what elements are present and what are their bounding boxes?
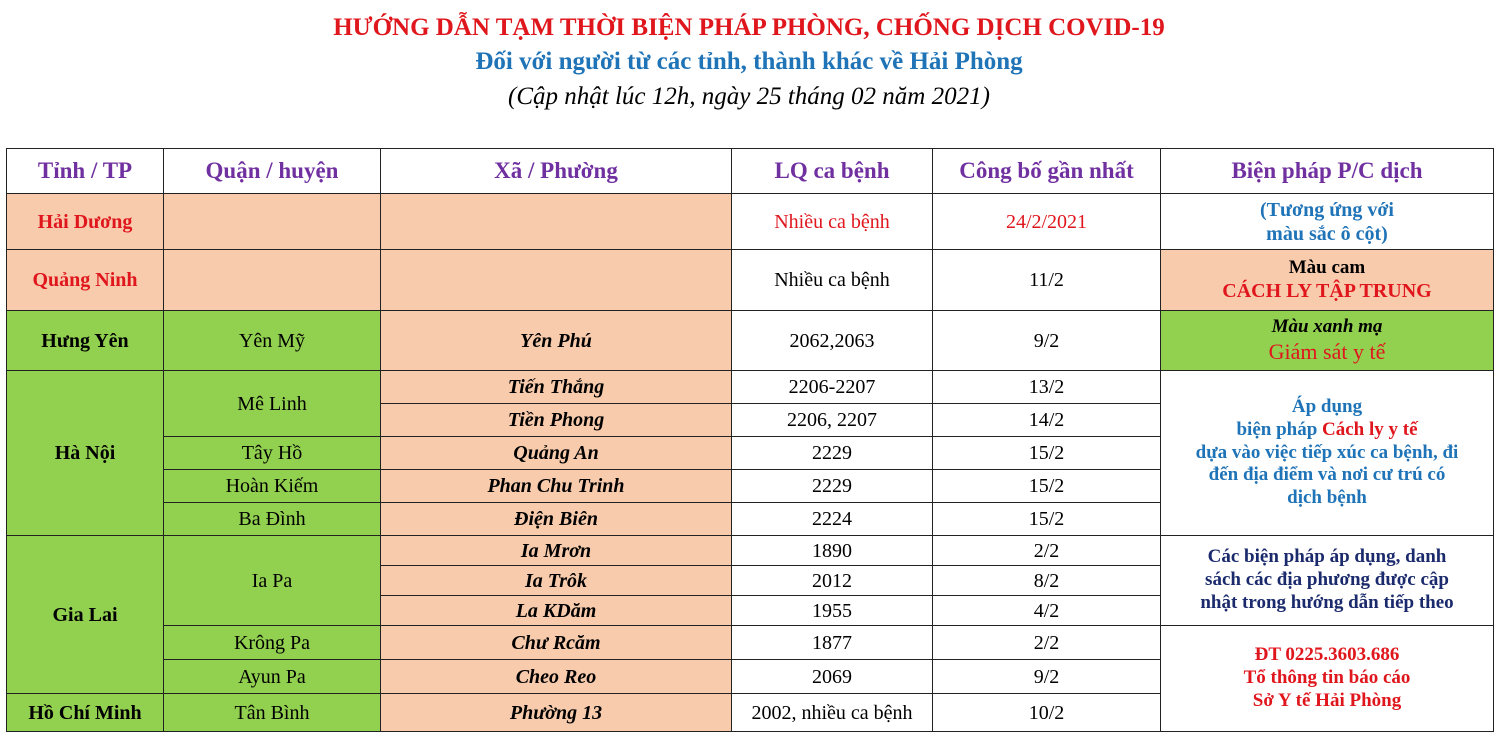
page-title: HƯỚNG DẪN TẠM THỜI BIỆN PHÁP PHÒNG, CHỐNG DỊCH COVID-19 (333, 14, 1165, 41)
case-cell: 2062,2063 (732, 311, 933, 371)
date-cell: 9/2 (933, 311, 1161, 371)
district-cell (164, 250, 381, 311)
province-cell: Hưng Yên (7, 311, 164, 371)
table-header-row (7, 149, 1494, 194)
province-cell: Hải Dương (7, 194, 164, 250)
contact-department: Sở Y tế Hải Phòng (1252, 689, 1402, 711)
col-measure-header: Biện pháp P/C dịch (1161, 149, 1494, 194)
measure-legend-line: màu sắc ô cột) (1266, 222, 1388, 245)
case-cell: 1955 (732, 596, 933, 626)
province-cell: Quảng Ninh (7, 250, 164, 311)
measure-medical-line: dựa vào việc tiếp xúc ca bệnh, đi (1195, 441, 1459, 463)
contact-team: Tổ thông tin báo cáo (1243, 667, 1411, 689)
measure-medical-line: Áp dụng (1291, 396, 1363, 417)
district-cell: Tân Bình (164, 694, 381, 732)
date-cell: 8/2 (933, 566, 1161, 596)
measure-green-label: Màu xanh mạ (1271, 315, 1383, 337)
district-cell: Krông Pa (164, 626, 381, 660)
district-cell (164, 194, 381, 250)
district-cell: Ia Pa (164, 536, 381, 626)
case-cell: 2229 (732, 437, 933, 470)
district-cell: Mê Linh (164, 371, 381, 437)
measure-medical-line: dịch bệnh (1287, 487, 1367, 509)
date-cell: 11/2 (933, 250, 1161, 311)
date-cell: 14/2 (933, 404, 1161, 437)
district-cell: Ba Đình (164, 503, 381, 536)
measure-next-cell (1161, 536, 1494, 626)
date-cell: 15/2 (933, 437, 1161, 470)
ward-cell (381, 194, 732, 250)
date-cell: 4/2 (933, 596, 1161, 626)
col-ward-header: Xã / Phường (381, 149, 732, 194)
measure-next-line: sách các địa phương được cập (1205, 569, 1449, 591)
date-cell: 24/2/2021 (933, 194, 1161, 250)
measure-medical-line (1161, 419, 1493, 442)
case-cell: Nhiều ca bệnh (732, 194, 933, 250)
table-row (7, 311, 1494, 371)
province-cell: Hồ Chí Minh (7, 694, 164, 732)
ward-cell: Quảng An (381, 437, 732, 470)
measure-contact-cell (1161, 626, 1494, 732)
case-cell: 2012 (732, 566, 933, 596)
date-cell: 2/2 (933, 536, 1161, 566)
date-cell: 10/2 (933, 694, 1161, 732)
district-cell: Tây Hồ (164, 437, 381, 470)
case-cell: 2229 (732, 470, 933, 503)
table-row (7, 194, 1494, 250)
ward-cell: Ia Mrơn (381, 536, 732, 566)
measure-medical-highlight: Cách ly y tế (1322, 418, 1418, 440)
col-date-header: Công bố gần nhất (933, 149, 1161, 194)
ward-cell: Tiến Thắng (381, 371, 732, 404)
case-cell: 1877 (732, 626, 933, 660)
table-row (7, 371, 1494, 404)
page-subtitle: Đối với người từ các tỉnh, thành khác về Hải Phòng (475, 48, 1023, 75)
ward-cell: Yên Phú (381, 311, 732, 371)
measure-green-cell (1161, 311, 1494, 371)
measure-orange-text: CÁCH LY TẬP TRUNG (1222, 280, 1432, 303)
covid-measures-table (6, 148, 1494, 732)
case-cell: 1890 (732, 536, 933, 566)
update-note: (Cập nhật lúc 12h, ngày 25 tháng 02 năm 2021) (508, 83, 990, 110)
case-cell: 2002, nhiều ca bệnh (732, 694, 933, 732)
date-cell: 9/2 (933, 660, 1161, 694)
district-cell: Hoàn Kiếm (164, 470, 381, 503)
measure-next-line: nhật trong hướng dẫn tiếp theo (1200, 591, 1454, 613)
district-cell: Yên Mỹ (164, 311, 381, 371)
ward-cell: Ia Trôk (381, 566, 732, 596)
ward-cell: Cheo Reo (381, 660, 732, 694)
date-cell: 15/2 (933, 470, 1161, 503)
measure-green-text: Giám sát y tế (1268, 338, 1386, 364)
measure-legend-cell (1161, 194, 1494, 250)
ward-cell: Điện Biên (381, 503, 732, 536)
table-row (7, 626, 1494, 660)
ward-cell: La KDăm (381, 596, 732, 626)
province-cell: Hà Nội (7, 371, 164, 536)
ward-cell: Tiền Phong (381, 404, 732, 437)
table-row (7, 536, 1494, 566)
measure-medical-prefix: biện pháp (1236, 418, 1323, 440)
contact-phone: ĐT 0225.3603.686 (1254, 644, 1400, 666)
ward-cell: Phan Chu Trinh (381, 470, 732, 503)
ward-cell (381, 250, 732, 311)
table-row (7, 250, 1494, 311)
measure-legend-line: (Tương ứng với (1260, 198, 1394, 221)
measure-medical-line: đến địa điểm và nơi cư trú có (1208, 464, 1446, 486)
case-cell: Nhiều ca bệnh (732, 250, 933, 311)
ward-cell: Phường 13 (381, 694, 732, 732)
province-cell: Gia Lai (7, 536, 164, 694)
district-cell: Ayun Pa (164, 660, 381, 694)
measure-orange-label: Màu cam (1288, 256, 1366, 278)
date-cell: 15/2 (933, 503, 1161, 536)
case-cell: 2206-2207 (732, 371, 933, 404)
col-province-header: Tỉnh / TP (7, 149, 164, 194)
col-district-header: Quận / huyện (164, 149, 381, 194)
date-cell: 2/2 (933, 626, 1161, 660)
ward-cell: Chư Rcăm (381, 626, 732, 660)
case-cell: 2206, 2207 (732, 404, 933, 437)
case-cell: 2224 (732, 503, 933, 536)
measure-medical-cell (1161, 371, 1494, 536)
case-cell: 2069 (732, 660, 933, 694)
date-cell: 13/2 (933, 371, 1161, 404)
measure-next-line: Các biện pháp áp dụng, danh (1207, 546, 1447, 568)
measure-orange-cell (1161, 250, 1494, 311)
col-case-header: LQ ca bệnh (732, 149, 933, 194)
